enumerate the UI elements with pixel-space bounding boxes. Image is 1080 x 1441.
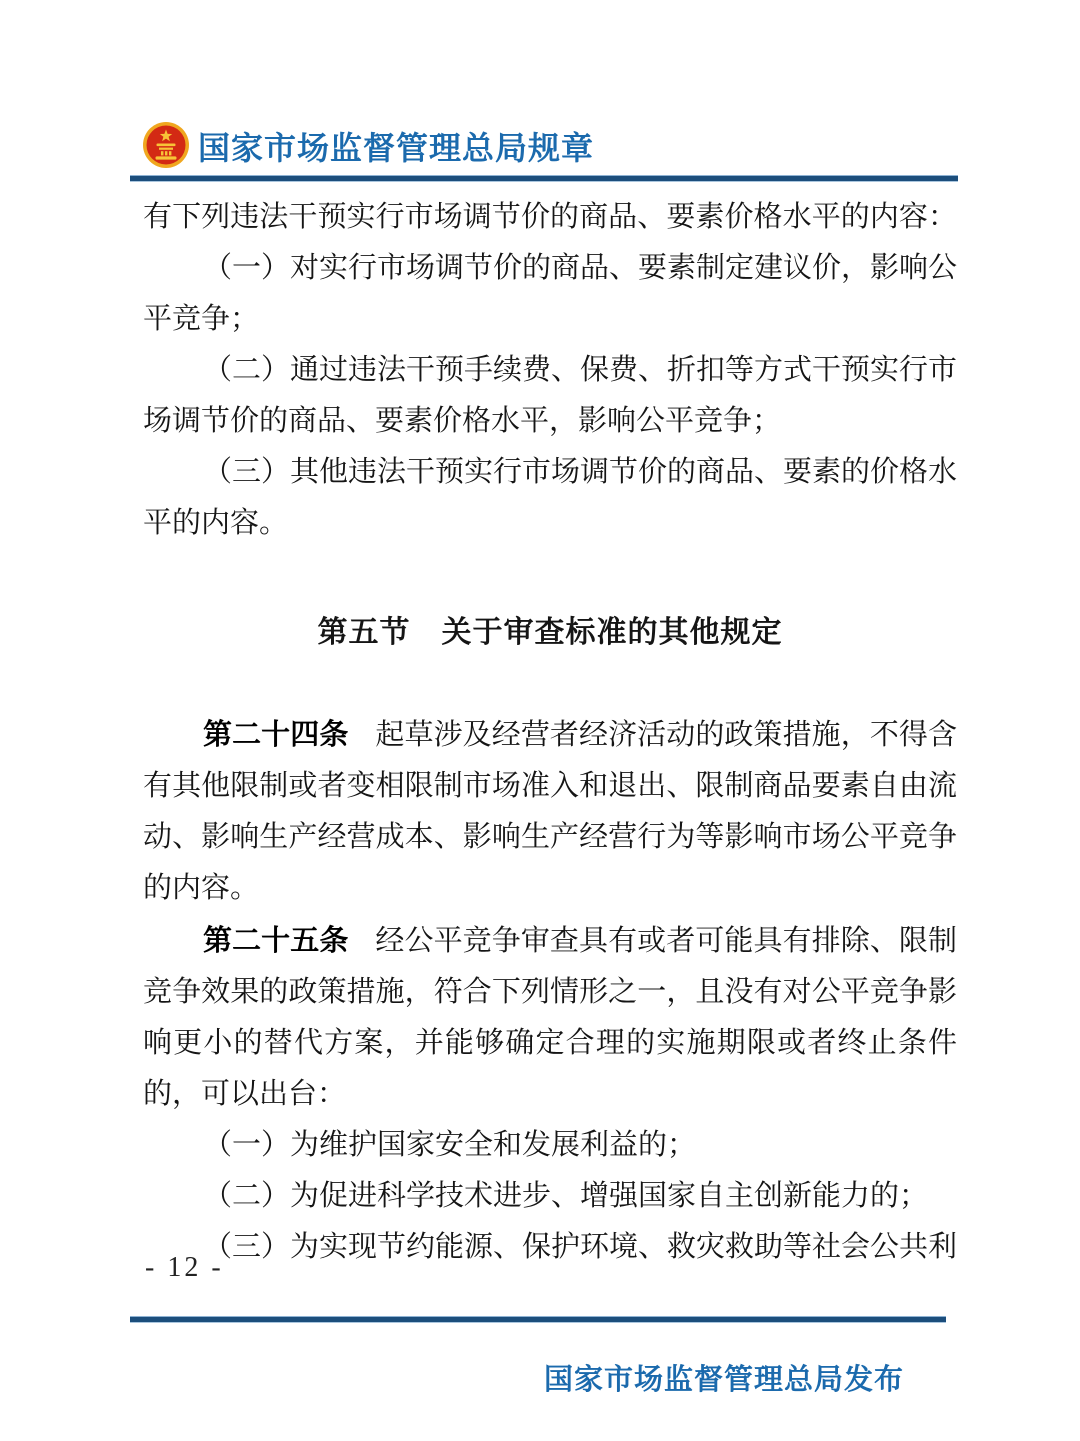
text-line-item2-b: 场调节价的商品、要素价格水平，影响公平竞争；: [143, 405, 782, 437]
article-24-number: 第二十四条: [203, 719, 349, 751]
article-25-line1: 经公平竞争审查具有或者可能具有排除、限制: [375, 925, 957, 957]
text-line-item1-a: （一）对实行市场调节价的商品、要素制定建议价，影响公: [203, 252, 958, 284]
publisher-line: 国家市场监督管理总局发布: [543, 1364, 904, 1396]
text-line-art24-1: [143, 710, 957, 761]
text-line-item-c: （三）为实现节约能源、保护环境、救灾救助等社会公共利: [203, 1231, 958, 1263]
article-24: [143, 710, 957, 914]
article-25: [143, 916, 957, 1120]
section-heading: 第五节 关于审查标准的其他规定: [317, 616, 783, 649]
page-number: - 12 -: [145, 1252, 224, 1283]
text-line-item3-a: （三）其他违法干预实行市场调节价的商品、要素的价格水: [203, 456, 958, 488]
article-25-number: 第二十五条: [203, 925, 349, 957]
text-line-art25-4: 的，可以出台：: [143, 1078, 347, 1110]
text-line-item-b: （二）为促进科学技术进步、增强国家自主创新能力的；: [203, 1180, 929, 1212]
national-emblem-icon: [142, 121, 190, 169]
text-line-art24-2: 有其他限制或者变相限制市场准入和退出、限制商品要素自由流: [143, 770, 957, 802]
text-line-item-a: （一）为维护国家安全和发展利益的；: [203, 1129, 697, 1161]
header-title: 国家市场监督管理总局规章: [198, 130, 595, 166]
text-line-item1-b: 平竞争；: [143, 303, 260, 335]
body-text: [143, 192, 957, 1273]
text-line-art25-2: 竞争效果的政策措施，符合下列情形之一，且没有对公平竞争影: [143, 976, 957, 1008]
article-24-line1: 起草涉及经营者经济活动的政策措施，不得含: [375, 719, 957, 751]
text-line-art25-3: 响更小的替代方案，并能够确定合理的实施期限或者终止条件: [143, 1027, 957, 1059]
header-rule: [130, 175, 958, 182]
text-line-intro: 有下列违法干预实行市场调节价的商品、要素价格水平的内容：: [143, 201, 957, 233]
text-line-art24-3: 动、影响生产经营成本、影响生产经营行为等影响市场公平竞争: [143, 821, 957, 853]
text-line-item2-a: （二）通过违法干预手续费、保费、折扣等方式干预实行市: [203, 354, 958, 386]
text-line-art25-1: [143, 916, 957, 967]
text-line-item3-b: 平的内容。: [143, 507, 289, 539]
text-line-art24-4: 的内容。: [143, 872, 260, 904]
footer-rule: [130, 1316, 946, 1323]
